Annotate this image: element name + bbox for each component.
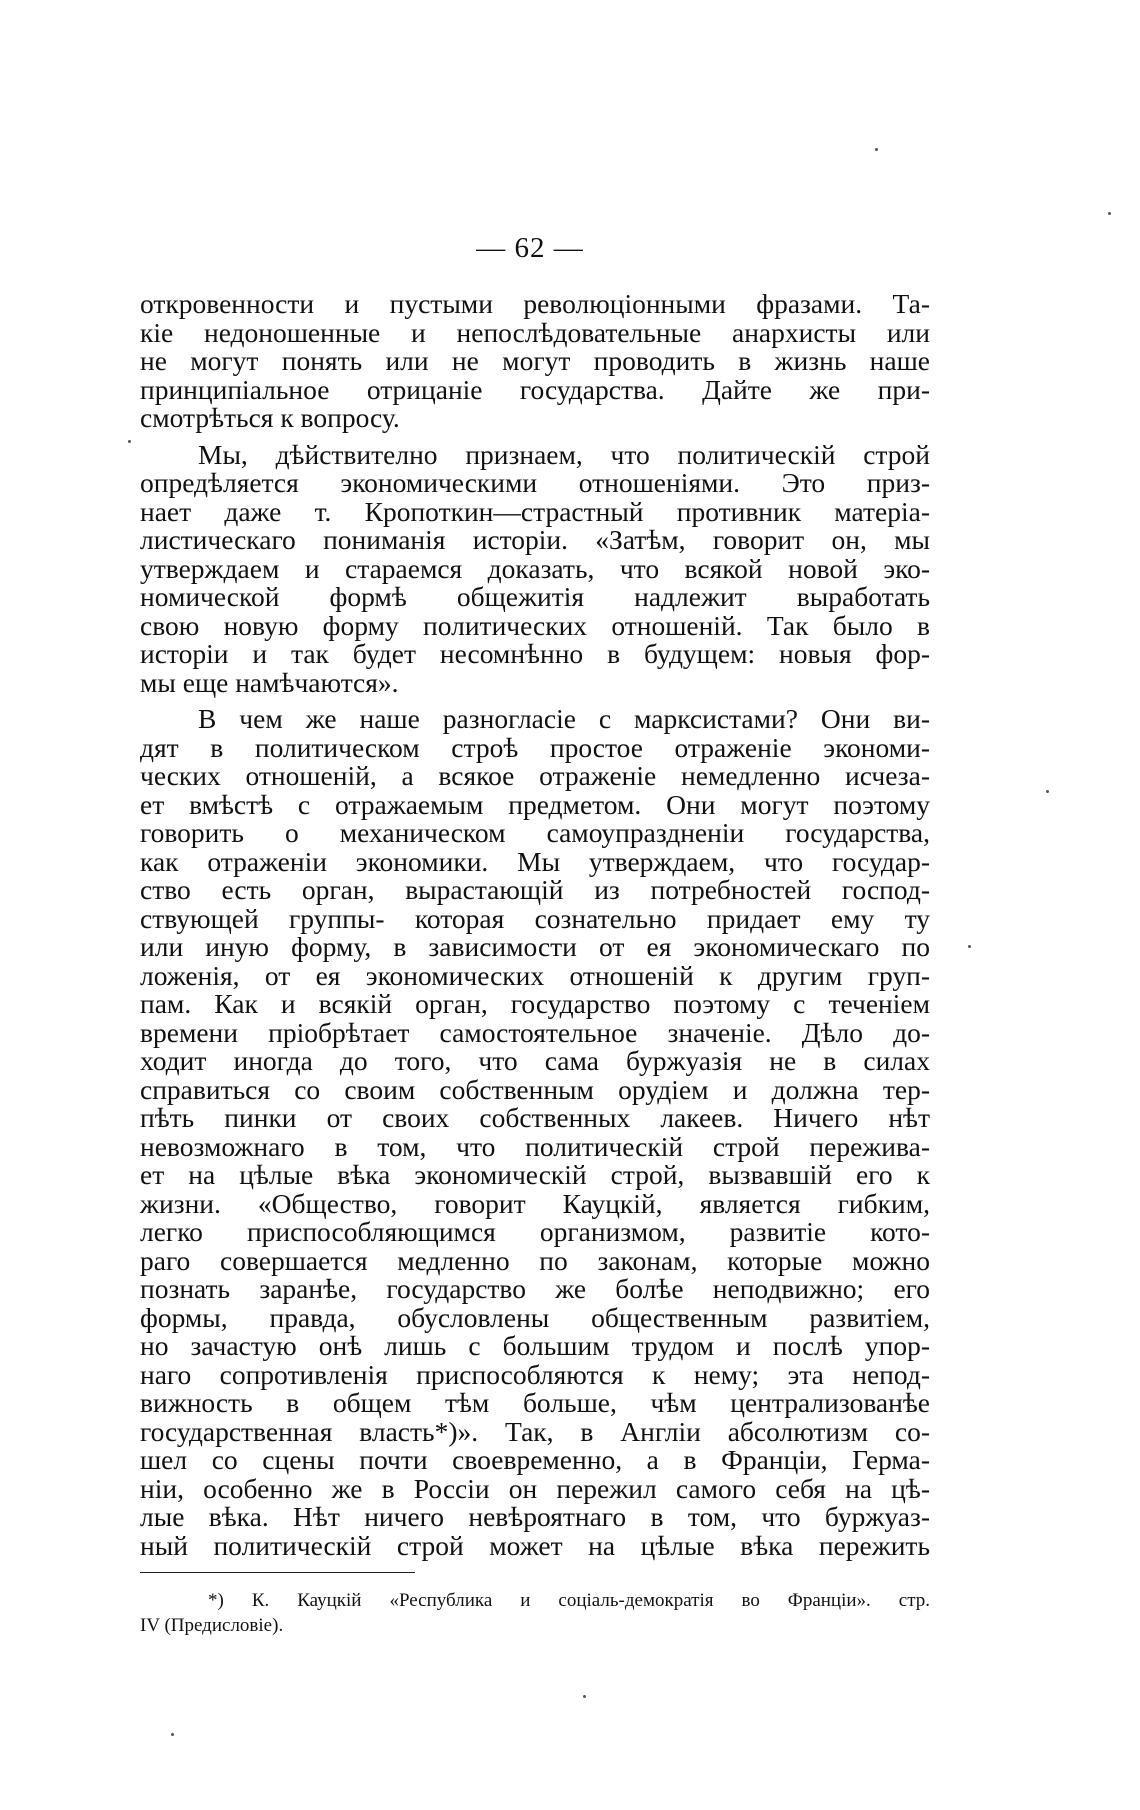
body-text: [140, 290, 930, 1560]
scan-speck: [968, 945, 971, 948]
text-line: формы, правда, обусловлены общественным развитіем,: [140, 1301, 930, 1333]
text-line: времени пріобрѣтает самостоятельное значеніе. Дѣло до-: [140, 1016, 930, 1048]
footnote: [140, 1588, 930, 1638]
text-line: невозможнаго в том, что политическій строй пережива-: [140, 1130, 930, 1162]
scan-speck: [171, 1733, 174, 1736]
scan-speck: [583, 1695, 586, 1698]
text-line: пѣть пинки от своих собственных лакеев. Ничего нѣт: [140, 1102, 930, 1133]
text-line: ет вмѣстѣ с отражаемым предметом. Они могут поэтому: [140, 788, 930, 820]
text-line: ет на цѣлые вѣка экономическій строй, вызвавшій его к: [140, 1159, 930, 1190]
text-line: ствующей группы- которая сознательно придает ему ту: [140, 902, 930, 934]
text-line: говорить о механическом самоупраздненіи государства,: [140, 817, 930, 848]
text-line: легко приспособляющимся организмом, развитіе кото-: [140, 1216, 930, 1247]
text-line: В чем же наше разногласіе с марксистами? Они ви-: [198, 703, 930, 734]
text-line: принципіальное отрицаніе государства. Дайте же при-: [140, 373, 930, 405]
text-line: исторіи и так будет несомнѣнно в будущем: новыя фор-: [140, 638, 930, 669]
text-line: государственная власть*)». Так, в Англіи абсолютизм со-: [140, 1415, 930, 1447]
text-line: ческих отношеній, а всякое отраженіе немедленно исчеза-: [140, 760, 930, 791]
paragraph-2: [140, 438, 930, 698]
page-number: — 62 —: [476, 232, 584, 264]
text-line: ложенія, от ея экономических отношеній к другим груп-: [140, 959, 930, 991]
text-line: пам. Как и всякій орган, государство поэтому с теченіем: [140, 988, 930, 1019]
text-line: но зачастую онѣ лишь с большим трудом и послѣ упор-: [140, 1330, 930, 1361]
footnote-line: *) К. Кауцкій «Республика и соціаль-демократія во Франціи». стр.: [208, 1590, 930, 1611]
text-line: раго совершается медленно по законам, которые можно: [140, 1244, 930, 1276]
text-line: опредѣляется экономическими отношеніями. Это приз-: [140, 467, 930, 498]
text-line: свою новую форму политических отношеній. Так было в: [140, 609, 930, 641]
text-line: не могут понять или не могут проводить в жизнь наше: [140, 345, 930, 376]
scan-speck: [1046, 790, 1049, 793]
paragraph-1: [140, 290, 930, 433]
text-line: познать заранѣе, государство же болѣе неподвижно; его: [140, 1273, 930, 1304]
scan-speck: [128, 440, 131, 443]
text-line: ходит иногда до того, что сама буржуазія не в силах: [140, 1045, 930, 1076]
text-line: мы еще намѣчаются».: [140, 666, 399, 698]
text-line: шел со сцены почти своевременно, а в Франціи, Герма-: [140, 1444, 930, 1475]
text-line: нает даже т. Кропоткин—страстный противник матеріа-: [140, 495, 930, 527]
text-line: или иную форму, в зависимости от ея экономическаго по: [140, 931, 930, 962]
text-line: ный политическій строй может на цѣлые вѣка пережить: [140, 1529, 930, 1561]
text-line: листическаго пониманія исторіи. «Затѣм, говорит он, мы: [140, 524, 930, 555]
footnote-rule: [140, 1572, 415, 1573]
text-line: жизни. «Общество, говорит Кауцкій, является гибким,: [140, 1187, 930, 1219]
text-line: лые вѣка. Нѣт ничего невѣроятнаго в том, что буржуаз-: [140, 1501, 930, 1532]
footnote-line: IV (Предисловіе).: [140, 1615, 284, 1636]
scan-speck: [1108, 212, 1111, 215]
text-line: справиться со своим собственным орудіем и должна тер-: [140, 1073, 930, 1105]
text-line: вижность в общем тѣм больше, чѣм централизованѣе: [140, 1387, 930, 1418]
text-line: Мы, дѣйствително признаем, что политическій строй: [198, 438, 930, 470]
text-line: откровенности и пустыми революціонными фразами. Та-: [140, 288, 930, 319]
scan-speck: [875, 148, 878, 151]
text-line: наго сопротивленія приспособляются к нему; эта непод-: [140, 1358, 930, 1390]
text-line: ніи, особенно же в Россіи он пережил самого себя на цѣ-: [140, 1472, 930, 1504]
text-line: как отраженіи экономики. Мы утверждаем, что государ-: [140, 845, 930, 877]
paragraph-3: [140, 705, 930, 1560]
text-line: смотрѣться к вопросу.: [140, 402, 400, 433]
text-line: утверждаем и стараемся доказать, что всякой новой эко-: [140, 552, 930, 584]
text-line: ство есть орган, вырастающій из потребностей господ-: [140, 874, 930, 905]
text-line: номической формѣ общежитія надлежит выработать: [140, 581, 930, 612]
text-line: дят в политическом строѣ простое отраженіе экономи-: [140, 731, 930, 763]
text-line: кіе недоношенные и непослѣдовательные анархисты или: [140, 316, 930, 348]
